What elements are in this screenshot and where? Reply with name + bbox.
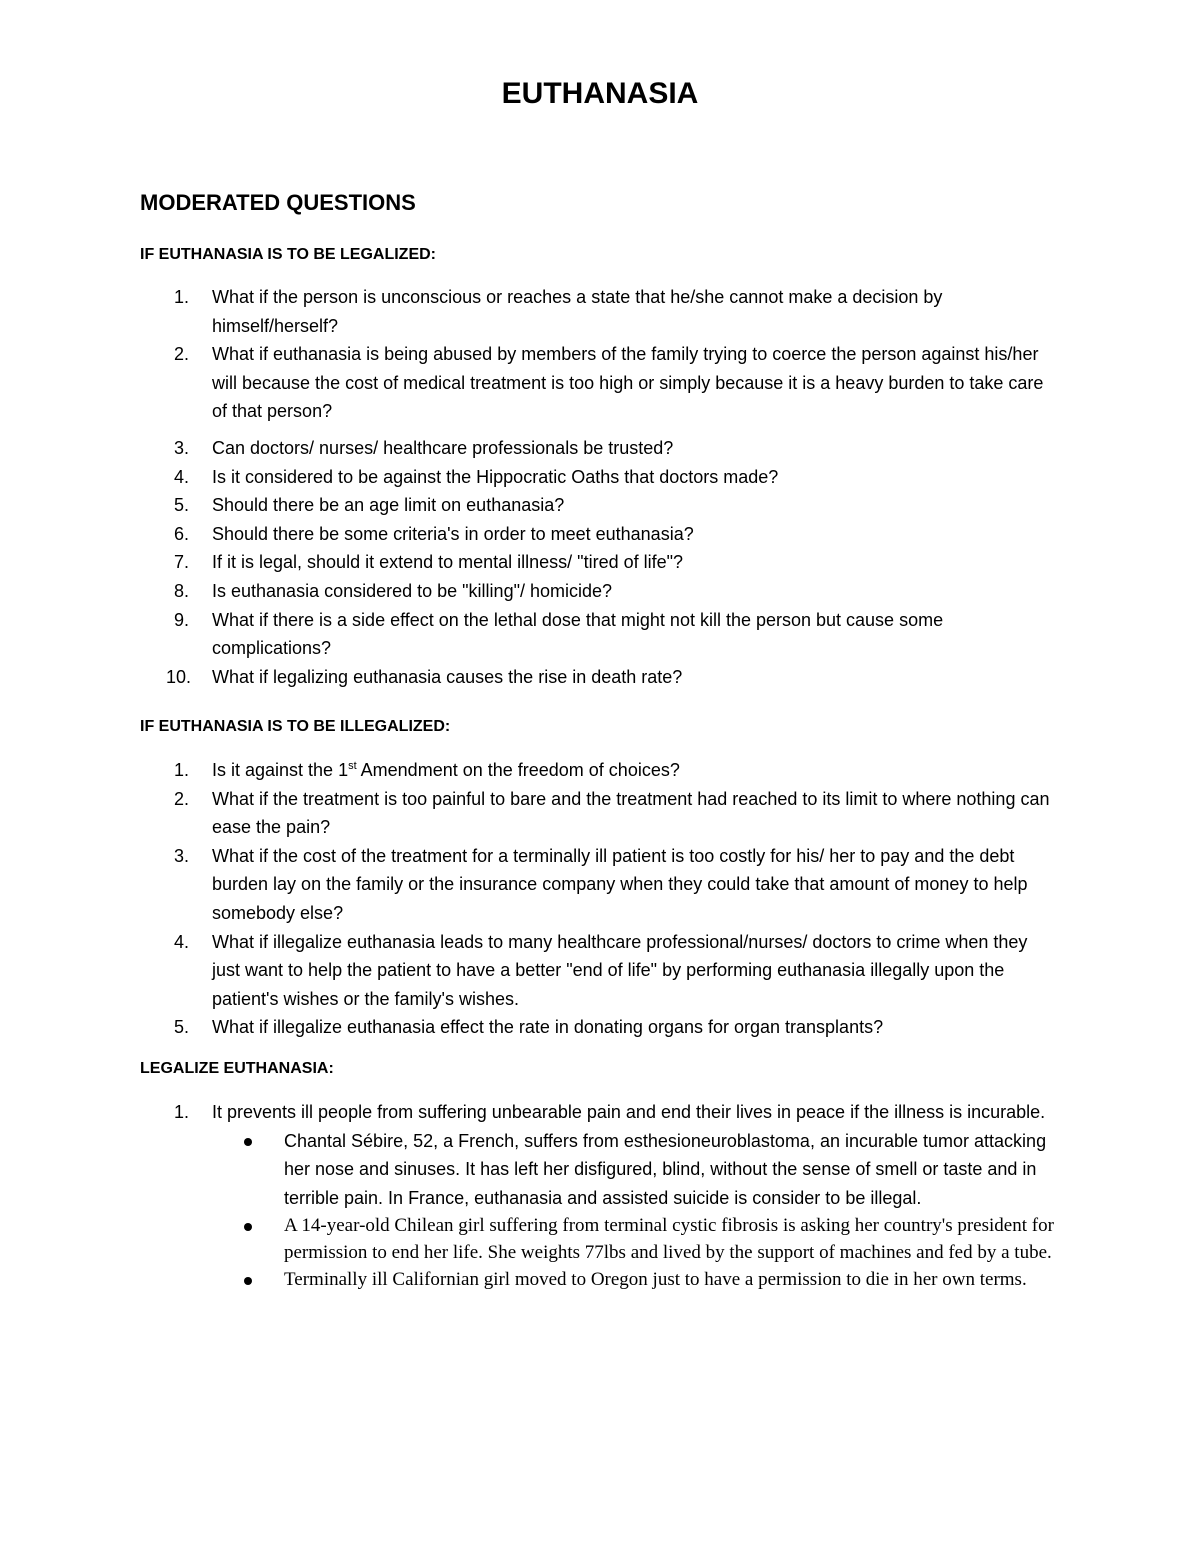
list-item bbox=[140, 606, 1060, 663]
list-item bbox=[140, 577, 1060, 606]
list-number: 4. bbox=[174, 931, 190, 952]
legalize-section-heading: LEGALIZE EUTHANASIA: bbox=[140, 1060, 334, 1077]
list-item-text: What if the person is unconscious or reaches a state that he/she cannot make a decision by himself/herself? bbox=[212, 287, 943, 336]
list-item bbox=[140, 756, 1060, 785]
list-number: 9. bbox=[174, 609, 190, 630]
superscript-ordinal: st bbox=[348, 760, 357, 772]
bullet-item bbox=[212, 1266, 1060, 1293]
bullet-item bbox=[212, 1212, 1060, 1266]
illegalized-section-heading: IF EUTHANASIA IS TO BE ILLEGALIZED: bbox=[140, 718, 451, 735]
illegalized-question-list bbox=[140, 756, 1060, 1042]
list-item bbox=[140, 283, 1060, 340]
list-item bbox=[140, 785, 1060, 842]
list-item-text: What if the cost of the treatment for a terminally ill patient is too costly for his/ her to pay and the debt burden lay on the family or the insurance company when they could take that amount of money to help somebody else? bbox=[212, 845, 1028, 923]
list-item-text: Is euthanasia considered to be "killing"/ homicide? bbox=[212, 580, 613, 601]
bullet-icon bbox=[244, 1277, 252, 1285]
list-item-text: What if legalizing euthanasia causes the rise in death rate? bbox=[212, 666, 683, 687]
bullet-icon bbox=[244, 1223, 252, 1231]
list-item bbox=[140, 548, 1060, 577]
list-number: 4. bbox=[174, 466, 190, 487]
list-item bbox=[140, 1098, 1060, 1293]
list-number: 3. bbox=[174, 437, 190, 458]
list-item-text: If it is legal, should it extend to mental illness/ "tired of life"? bbox=[212, 552, 684, 573]
legalized-question-list bbox=[140, 283, 1060, 691]
list-item-text: It prevents ill people from suffering unbearable pain and end their lives in peace if the illness is incurable. bbox=[212, 1102, 1046, 1122]
list-item-text: Should there be some criteria's in order to meet euthanasia? bbox=[212, 523, 694, 544]
list-item-text: Can doctors/ nurses/ healthcare professionals be trusted? bbox=[212, 437, 674, 458]
list-item bbox=[140, 928, 1060, 1014]
list-number: 8. bbox=[174, 580, 190, 601]
list-item bbox=[140, 491, 1060, 520]
legalized-section-heading: IF EUTHANASIA IS TO BE LEGALIZED: bbox=[140, 246, 437, 263]
list-item bbox=[140, 842, 1060, 928]
legalize-argument-list bbox=[140, 1098, 1060, 1293]
list-number: 10. bbox=[166, 666, 192, 687]
list-item bbox=[140, 663, 1060, 692]
list-item bbox=[140, 520, 1060, 549]
list-number: 5. bbox=[174, 1017, 190, 1038]
list-item-text-start: Is it against the 1 bbox=[212, 760, 349, 780]
list-number: 1. bbox=[174, 287, 190, 307]
list-number: 1. bbox=[174, 760, 190, 780]
list-number: 6. bbox=[174, 523, 190, 544]
list-item bbox=[140, 463, 1060, 492]
list-number: 1. bbox=[174, 1102, 190, 1122]
list-item bbox=[140, 340, 1060, 426]
list-item-text: Should there be an age limit on euthanasia? bbox=[212, 495, 565, 516]
list-item-text: What if illegalize euthanasia effect the rate in donating organs for organ transplants? bbox=[212, 1017, 884, 1038]
example-bullet-list bbox=[212, 1127, 1060, 1294]
list-item bbox=[140, 434, 1060, 463]
list-number: 2. bbox=[174, 788, 190, 809]
list-number: 5. bbox=[174, 495, 190, 516]
document-title: EUTHANASIA bbox=[501, 77, 699, 110]
moderated-questions-heading: MODERATED QUESTIONS bbox=[140, 190, 416, 215]
list-item bbox=[140, 1013, 1060, 1042]
list-number: 3. bbox=[174, 845, 190, 866]
list-item-text: What if illegalize euthanasia leads to many healthcare professional/nurses/ doctors to crime when they just want to help the patient to have a better "end of life" by performing euthanasia illegally upon the patient's wishes or the family's wishes. bbox=[212, 931, 1028, 1009]
list-item-text: What if there is a side effect on the lethal dose that might not kill the person but cause some complications? bbox=[212, 609, 944, 659]
list-item-text: Is it considered to be against the Hippocratic Oaths that doctors made? bbox=[212, 466, 779, 487]
bullet-icon bbox=[244, 1138, 252, 1146]
list-number: 2. bbox=[174, 344, 190, 365]
bullet-text: A 14-year-old Chilean girl suffering from terminal cystic fibrosis is asking her country's president for permission to end her life. She weights 77lbs and lived by the support of machines and fed by a tube. bbox=[284, 1215, 1054, 1264]
list-item-text: What if euthanasia is being abused by members of the family trying to coerce the person against his/her will because the cost of medical treatment is too high or simply because it is a heavy burden to take care of that person? bbox=[212, 344, 1044, 422]
bullet-text: Terminally ill Californian girl moved to Oregon just to have a permission to die in her own terms. bbox=[284, 1269, 1027, 1291]
list-item-text-end: Amendment on the freedom of choices? bbox=[356, 760, 680, 780]
list-number: 7. bbox=[174, 552, 190, 573]
bullet-text: Chantal Sébire, 52, a French, suffers from esthesioneuroblastoma, an incurable tumor attacking her nose and sinuses. It has left her disfigured, blind, without the sense of smell or taste and in terrible pain. In France, euthanasia and assisted suicide is consider to be illegal. bbox=[284, 1130, 1047, 1208]
bullet-item bbox=[212, 1127, 1060, 1213]
list-item-text: What if the treatment is too painful to bare and the treatment had reached to its limit to where nothing can ease the pain? bbox=[212, 788, 1050, 838]
